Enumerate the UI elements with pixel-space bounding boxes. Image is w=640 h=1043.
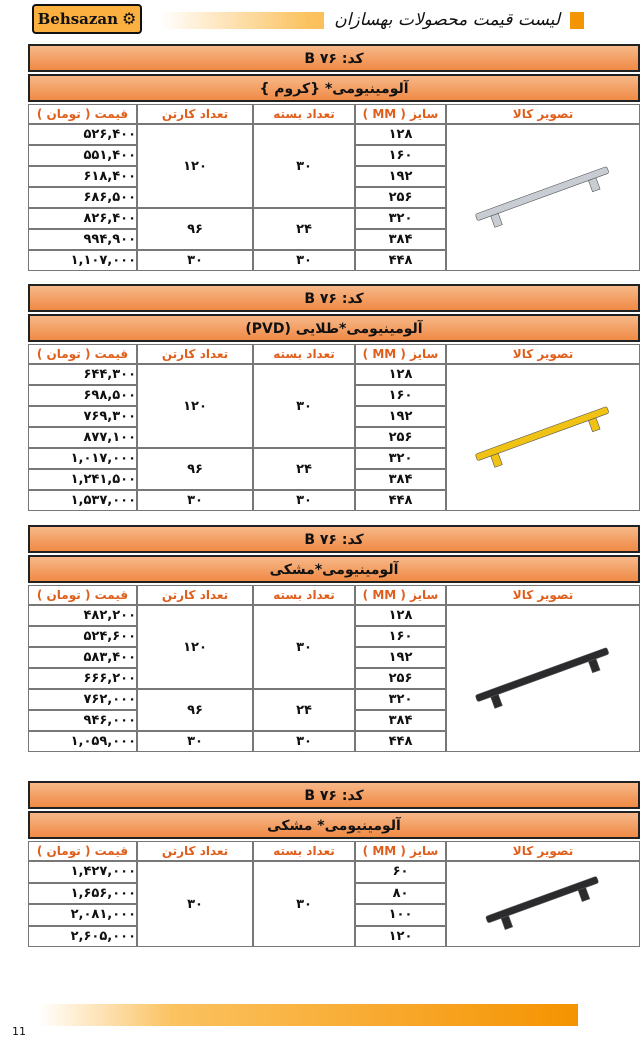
- price-cell: ۶۱۸,۴۰۰: [28, 166, 137, 187]
- size-cell: ۱۲۰: [355, 926, 446, 948]
- handle-icon: [463, 637, 623, 717]
- price-cell: ۱,۶۵۶,۰۰۰: [28, 883, 137, 905]
- handle-icon: [463, 862, 623, 942]
- column-header-price: قیمت ( تومان ): [28, 841, 137, 861]
- size-cell: ۱۲۸: [355, 364, 446, 385]
- carton-count-cell: ۱۲۰: [137, 124, 253, 208]
- size-cell: ۴۴۸: [355, 490, 446, 511]
- size-cell: ۳۸۴: [355, 469, 446, 490]
- table-row: [28, 124, 640, 145]
- handle-icon: [463, 156, 623, 236]
- page-number: 11: [12, 1025, 26, 1038]
- carton-count-cell: ۳۰: [137, 250, 253, 271]
- price-cell: ۸۲۶,۴۰۰: [28, 208, 137, 229]
- product-title: آلومینیومی* {کروم }: [28, 74, 640, 102]
- price-cell: ۱,۰۱۷,۰۰۰: [28, 448, 137, 469]
- price-cell: ۱,۴۲۷,۰۰۰: [28, 861, 137, 883]
- table-header-row: [28, 344, 640, 364]
- price-table: [28, 585, 640, 752]
- price-cell: ۱,۲۴۱,۵۰۰: [28, 469, 137, 490]
- table-row: [28, 364, 640, 385]
- price-cell: ۱,۰۵۹,۰۰۰: [28, 731, 137, 752]
- product-section-black: [28, 525, 640, 752]
- size-cell: ۱۶۰: [355, 626, 446, 647]
- brand-logo: [32, 4, 142, 34]
- carton-count-cell: ۱۲۰: [137, 364, 253, 448]
- carton-count-cell: ۹۶: [137, 689, 253, 731]
- column-header-price: قیمت ( تومان ): [28, 104, 137, 124]
- column-header-image: تصویر کالا: [446, 104, 640, 124]
- size-cell: ۳۲۰: [355, 448, 446, 469]
- price-cell: ۴۸۲,۲۰۰: [28, 605, 137, 626]
- product-code: کد: B ۷۶: [28, 781, 640, 809]
- pack-count-cell: ۲۴: [253, 208, 355, 250]
- size-cell: ۱۶۰: [355, 385, 446, 406]
- price-cell: ۱,۱۰۷,۰۰۰: [28, 250, 137, 271]
- column-header-image: تصویر کالا: [446, 841, 640, 861]
- column-header-carton: تعداد کارتن: [137, 585, 253, 605]
- column-header-pack: تعداد بسته: [253, 841, 355, 861]
- price-table: [28, 344, 640, 511]
- table-row: [28, 605, 640, 626]
- column-header-size: سایز ( MM ): [355, 344, 446, 364]
- carton-count-cell: ۹۶: [137, 208, 253, 250]
- size-cell: ۳۸۴: [355, 229, 446, 250]
- price-cell: ۵۲۶,۴۰۰: [28, 124, 137, 145]
- product-image-cell: [446, 124, 640, 271]
- price-cell: ۶۸۶,۵۰۰: [28, 187, 137, 208]
- column-header-carton: تعداد کارتن: [137, 104, 253, 124]
- size-cell: ۸۰: [355, 883, 446, 905]
- pack-count-cell: ۳۰: [253, 861, 355, 947]
- size-cell: ۱۲۸: [355, 124, 446, 145]
- pack-count-cell: ۳۰: [253, 605, 355, 689]
- column-header-image: تصویر کالا: [446, 344, 640, 364]
- product-title: آلومینیومی*مشکی: [28, 555, 640, 583]
- pack-count-cell: ۳۰: [253, 490, 355, 511]
- page-title: لیست قیمت محصولات بهسازان: [324, 2, 570, 38]
- pack-count-cell: ۳۰: [253, 250, 355, 271]
- pack-count-cell: ۳۰: [253, 364, 355, 448]
- column-header-size: سایز ( MM ): [355, 104, 446, 124]
- size-cell: ۲۵۶: [355, 187, 446, 208]
- size-cell: ۴۴۸: [355, 731, 446, 752]
- carton-count-cell: ۳۰: [137, 490, 253, 511]
- column-header-carton: تعداد کارتن: [137, 841, 253, 861]
- price-cell: ۸۷۷,۱۰۰: [28, 427, 137, 448]
- size-cell: ۱۰۰: [355, 904, 446, 926]
- price-cell: ۵۲۴,۶۰۰: [28, 626, 137, 647]
- price-table: [28, 104, 640, 271]
- product-code: کد: B ۷۶: [28, 525, 640, 553]
- price-cell: ۶۹۸,۵۰۰: [28, 385, 137, 406]
- price-cell: ۷۶۲,۰۰۰: [28, 689, 137, 710]
- size-cell: ۳۲۰: [355, 208, 446, 229]
- footer-decor-bar: [38, 1004, 578, 1026]
- pack-count-cell: ۲۴: [253, 689, 355, 731]
- size-cell: ۱۹۲: [355, 406, 446, 427]
- price-cell: ۵۵۱,۴۰۰: [28, 145, 137, 166]
- size-cell: ۱۹۲: [355, 166, 446, 187]
- price-cell: ۶۴۴,۳۰۰: [28, 364, 137, 385]
- size-cell: ۶۰: [355, 861, 446, 883]
- column-header-image: تصویر کالا: [446, 585, 640, 605]
- column-header-size: سایز ( MM ): [355, 585, 446, 605]
- product-image-cell: [446, 605, 640, 752]
- size-cell: ۴۴۸: [355, 250, 446, 271]
- size-cell: ۱۹۲: [355, 647, 446, 668]
- size-cell: ۱۲۸: [355, 605, 446, 626]
- table-header-row: [28, 841, 640, 861]
- product-image-cell: [446, 364, 640, 511]
- price-cell: ۵۸۳,۴۰۰: [28, 647, 137, 668]
- table-row: [28, 861, 640, 883]
- column-header-size: سایز ( MM ): [355, 841, 446, 861]
- table-header-row: [28, 585, 640, 605]
- price-cell: ۷۶۹,۳۰۰: [28, 406, 137, 427]
- product-title: آلومینیومی*طلایی (PVD): [28, 314, 640, 342]
- pack-count-cell: ۳۰: [253, 124, 355, 208]
- product-title: آلومینیومی* مشکی: [28, 811, 640, 839]
- product-section-black-short: [28, 781, 640, 947]
- product-code: کد: B ۷۶: [28, 284, 640, 312]
- carton-count-cell: ۱۲۰: [137, 605, 253, 689]
- column-header-pack: تعداد بسته: [253, 585, 355, 605]
- product-code: کد: B ۷۶: [28, 44, 640, 72]
- carton-count-cell: ۹۶: [137, 448, 253, 490]
- product-section-gold: [28, 284, 640, 511]
- table-header-row: [28, 104, 640, 124]
- brand-name: Behsazan: [37, 10, 119, 28]
- pack-count-cell: ۲۴: [253, 448, 355, 490]
- column-header-carton: تعداد کارتن: [137, 344, 253, 364]
- price-cell: ۱,۵۳۷,۰۰۰: [28, 490, 137, 511]
- gear-icon: ⚙: [122, 9, 137, 28]
- size-cell: ۲۵۶: [355, 668, 446, 689]
- column-header-price: قیمت ( تومان ): [28, 344, 137, 364]
- price-cell: ۹۹۴,۹۰۰: [28, 229, 137, 250]
- carton-count-cell: ۳۰: [137, 731, 253, 752]
- price-cell: ۲,۰۸۱,۰۰۰: [28, 904, 137, 926]
- product-section-chrome: [28, 44, 640, 271]
- column-header-price: قیمت ( تومان ): [28, 585, 137, 605]
- size-cell: ۲۵۶: [355, 427, 446, 448]
- column-header-pack: تعداد بسته: [253, 104, 355, 124]
- handle-icon: [463, 396, 623, 476]
- size-cell: ۳۸۴: [355, 710, 446, 731]
- product-image-cell: [446, 861, 640, 947]
- price-cell: ۲,۶۰۵,۰۰۰: [28, 926, 137, 948]
- pack-count-cell: ۳۰: [253, 731, 355, 752]
- size-cell: ۳۲۰: [355, 689, 446, 710]
- column-header-pack: تعداد بسته: [253, 344, 355, 364]
- price-table: [28, 841, 640, 947]
- carton-count-cell: ۳۰: [137, 861, 253, 947]
- size-cell: ۱۶۰: [355, 145, 446, 166]
- price-cell: ۹۴۶,۰۰۰: [28, 710, 137, 731]
- price-cell: ۶۶۶,۲۰۰: [28, 668, 137, 689]
